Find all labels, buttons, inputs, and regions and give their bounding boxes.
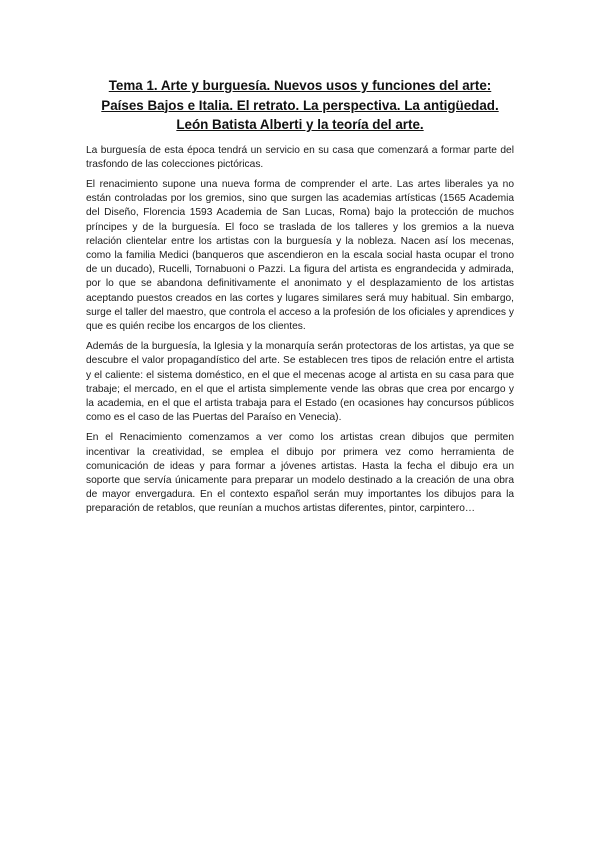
document-page <box>86 76 514 523</box>
paragraph-dibujo: En el Renacimiento comenzamos a ver como los artistas crean dibujos que permiten incentivar la creatividad, se emplea el dibujo por primera vez como herramienta de comunicación de ideas y para formar a jóvenes artistas. Hasta la fecha el dibujo era un soporte que servía únicamente para preparar un modelo destinado a la creación de una obra de mayor envergadura. En el contexto español serán muy importantes los dibujos para la preparación de retablos, que reunían a muchos artistas diferentes, pintor, carpintero… <box>86 432 514 515</box>
paragraph-renacimiento: El renacimiento supone una nueva forma de comprender el arte. Las artes liberales ya no están controladas por los gremios, sino que surgen las academias artísticas (1565 Academia del Diseño, Florencia 1593 Academia de San Lucas, Roma) bajo la protección de muchos príncipes y de la burguesía. El foco se traslada de los talleres y los gremios a la nueva relación clientelar entre los artistas con la burguesía y la nobleza. Nacen así los mecenas, como la familia Medici (banqueros que ascendieron en la escala social hasta ocupar el trono de un ducado), Rucelli, Tornabuoni o Pazzi. La figura del artista es engrandecida y admirada, por lo que se abandona definitivamente el anonimato y el desplazamiento de los artistas aceptando puestos creados en las cortes y lugares similares será muy habitual. Sin embargo, surge el taller del maestro, que controla el acceso a la profesión de los oficiales y aprendices y que es quién recibe los encargos de los clientes. <box>86 178 514 332</box>
paragraph-protectores: Además de la burguesía, la Iglesia y la monarquía serán protectoras de los artistas, ya que se descubre el valor propagandístico del arte. Se establecen tres tipos de relación entre el artista y el caliente: el sistema doméstico, en el que el mecenas acoge al artista en su casa para que trabaje; el mercado, en el que el artista simplemente vende las obras que crea por encargo y la academia, en el que el artista trabaja para el Estado (en ocasiones hay concursos públicos como es el caso de las Puertas del Paraíso en Venecia). <box>86 341 514 424</box>
paragraph-intro: La burguesía de esta época tendrá un servicio en su casa que comenzará a formar parte del trasfondo de las colecciones pictóricas. <box>86 144 514 170</box>
document-title: Tema 1. Arte y burguesía. Nuevos usos y funciones del arte: Países Bajos e Italia. El retrato. La perspectiva. La antigüedad. León Batista Alberti y la teoría del arte. <box>101 78 499 132</box>
